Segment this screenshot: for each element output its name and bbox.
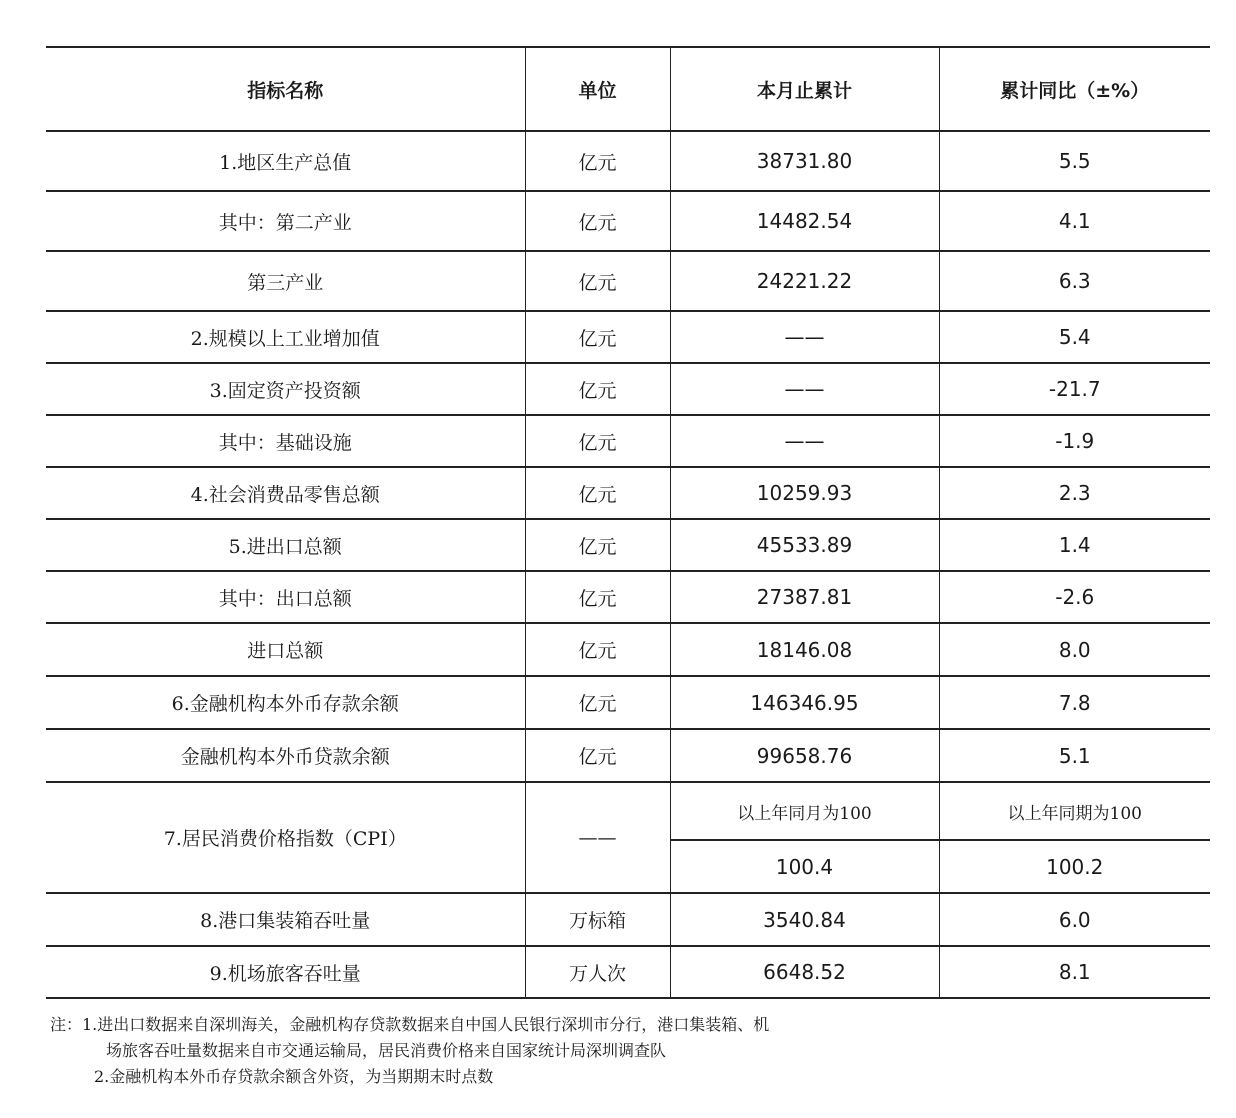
row-yoy: 6.3 xyxy=(939,251,1210,311)
cpi-unit: —— xyxy=(525,782,670,893)
table-row xyxy=(46,131,1210,191)
row-name: 1.地区生产总值 xyxy=(46,131,525,191)
row-name: 其中：基础设施 xyxy=(46,415,525,467)
row-unit: 亿元 xyxy=(525,131,670,191)
row-value: 146346.95 xyxy=(670,676,939,729)
row-unit: 亿元 xyxy=(525,251,670,311)
row-value: —— xyxy=(670,311,939,363)
table-row xyxy=(46,251,1210,311)
row-value: 18146.08 xyxy=(670,623,939,676)
row-value: 27387.81 xyxy=(670,571,939,623)
row-yoy: -2.6 xyxy=(939,571,1210,623)
row-value: 6648.52 xyxy=(670,946,939,998)
cpi-value-period: 100.2 xyxy=(939,840,1210,893)
row-yoy: 2.3 xyxy=(939,467,1210,519)
row-name: 4.社会消费品零售总额 xyxy=(46,467,525,519)
table-row xyxy=(46,311,1210,363)
table-row xyxy=(46,467,1210,519)
row-value: 24221.22 xyxy=(670,251,939,311)
row-unit: 万标箱 xyxy=(525,893,670,946)
row-name: 9.机场旅客吞吐量 xyxy=(46,946,525,998)
row-value: 45533.89 xyxy=(670,519,939,571)
row-yoy: 8.0 xyxy=(939,623,1210,676)
row-value: 99658.76 xyxy=(670,729,939,782)
cpi-name: 7.居民消费价格指数（CPI） xyxy=(46,782,525,893)
header-row xyxy=(46,47,1210,131)
row-name: 6.金融机构本外币存款余额 xyxy=(46,676,525,729)
row-value: —— xyxy=(670,415,939,467)
row-name: 2.规模以上工业增加值 xyxy=(46,311,525,363)
row-name: 其中：第二产业 xyxy=(46,191,525,251)
row-unit: 亿元 xyxy=(525,623,670,676)
row-yoy: 5.4 xyxy=(939,311,1210,363)
table-row xyxy=(46,519,1210,571)
row-name: 5.进出口总额 xyxy=(46,519,525,571)
header-cumulative: 本月止累计 xyxy=(670,47,939,131)
row-unit: 亿元 xyxy=(525,676,670,729)
table-row xyxy=(46,676,1210,729)
header-yoy: 累计同比（±%） xyxy=(939,47,1210,131)
table-row xyxy=(46,623,1210,676)
row-name: 3.固定资产投资额 xyxy=(46,363,525,415)
row-yoy: 5.1 xyxy=(939,729,1210,782)
table-row xyxy=(46,191,1210,251)
footnote-line: 场旅客吞吐量数据来自市交通运输局，居民消费价格来自国家统计局深圳调查队 xyxy=(106,1041,667,1060)
row-value: 38731.80 xyxy=(670,131,939,191)
row-unit: 亿元 xyxy=(525,363,670,415)
row-name: 第三产业 xyxy=(46,251,525,311)
cpi-row xyxy=(46,782,1210,840)
row-unit: 亿元 xyxy=(525,571,670,623)
row-value: 14482.54 xyxy=(670,191,939,251)
row-yoy: 1.4 xyxy=(939,519,1210,571)
header-indicator-name: 指标名称 xyxy=(46,47,525,131)
row-yoy: 4.1 xyxy=(939,191,1210,251)
row-unit: 亿元 xyxy=(525,729,670,782)
table-row xyxy=(46,893,1210,946)
row-name: 其中：出口总额 xyxy=(46,571,525,623)
footnote-line: 注：1.进出口数据来自深圳海关，金融机构存贷款数据来自中国人民银行深圳市分行，港口集装箱、机 xyxy=(50,1015,770,1034)
cpi-base-period: 以上年同期为100 xyxy=(939,782,1210,840)
row-unit: 亿元 xyxy=(525,519,670,571)
row-yoy: 5.5 xyxy=(939,131,1210,191)
row-yoy: -21.7 xyxy=(939,363,1210,415)
header-unit: 单位 xyxy=(525,47,670,131)
table-row xyxy=(46,415,1210,467)
row-value: 10259.93 xyxy=(670,467,939,519)
row-value: —— xyxy=(670,363,939,415)
row-yoy: 8.1 xyxy=(939,946,1210,998)
table-row xyxy=(46,729,1210,782)
row-yoy: 7.8 xyxy=(939,676,1210,729)
footnote-line: 2.金融机构本外币存贷款余额含外资，为当期期末时点数 xyxy=(94,1067,494,1086)
row-unit: 亿元 xyxy=(525,311,670,363)
row-unit: 亿元 xyxy=(525,415,670,467)
row-yoy: 6.0 xyxy=(939,893,1210,946)
row-unit: 万人次 xyxy=(525,946,670,998)
table-row xyxy=(46,571,1210,623)
row-name: 金融机构本外币贷款余额 xyxy=(46,729,525,782)
statistics-table xyxy=(46,46,1210,999)
table-row xyxy=(46,946,1210,998)
row-value: 3540.84 xyxy=(670,893,939,946)
row-yoy: -1.9 xyxy=(939,415,1210,467)
row-unit: 亿元 xyxy=(525,467,670,519)
row-unit: 亿元 xyxy=(525,191,670,251)
cpi-value-month: 100.4 xyxy=(670,840,939,893)
row-name: 进口总额 xyxy=(46,623,525,676)
footnote xyxy=(50,1012,1050,1090)
row-name: 8.港口集装箱吞吐量 xyxy=(46,893,525,946)
table-row xyxy=(46,363,1210,415)
cpi-base-month: 以上年同月为100 xyxy=(670,782,939,840)
